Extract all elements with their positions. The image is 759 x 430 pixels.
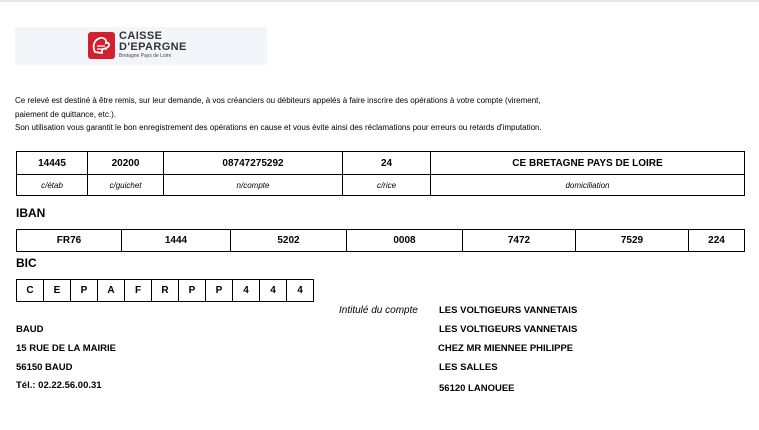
- bic-char: P: [206, 280, 233, 302]
- domiciliation-label: domiciliation: [431, 175, 745, 196]
- rib-key: 24: [343, 152, 431, 175]
- intro-line-2: paiement de quittance, etc.).: [15, 110, 116, 119]
- iban-part: 7472: [463, 230, 576, 252]
- rib-values-row: [17, 152, 745, 175]
- rib-key-label: c/rice: [343, 175, 431, 196]
- bic-char: P: [179, 280, 206, 302]
- iban-part: 0008: [347, 230, 463, 252]
- bank-code: 14445: [17, 152, 88, 175]
- intro-line-1: Ce relevé est destiné à être remis, sur leur demande, à vos créanciers ou débiteurs appelés à faire inscrire des opérations à votre compte (virement,: [15, 96, 541, 105]
- bic-char: F: [125, 280, 152, 302]
- account-number-label: n/compte: [164, 175, 343, 196]
- bic-char: R: [152, 280, 179, 302]
- holder-line-2: CHEZ MR MIENNEE PHILIPPE: [438, 343, 574, 354]
- holder-line-3: LES SALLES: [439, 362, 498, 373]
- account-number: 08747275292: [164, 152, 343, 175]
- logo-name-line1: CAISSE: [119, 30, 163, 42]
- branch-phone: Tél.: 02.22.56.00.31: [16, 380, 102, 391]
- branch-city: 56150 BAUD: [16, 362, 73, 373]
- iban-table: [16, 229, 745, 252]
- account-title: LES VOLTIGEURS VANNETAIS: [439, 305, 578, 316]
- iban-row: [17, 230, 745, 252]
- bic-char: P: [71, 280, 98, 302]
- intro-line-3: Son utilisation vous garantit le bon enregistrement des opérations en cause et vous évite ainsi des réclamations pour erreurs ou retards d'imputation.: [15, 123, 542, 132]
- top-divider: [0, 0, 759, 2]
- branch-code: 20200: [88, 152, 164, 175]
- intitule-label: Intitulé du compte: [339, 305, 418, 316]
- logo-subtitle: Bretagne Pays de Loire: [119, 53, 172, 59]
- squirrel-logo-icon: [88, 32, 115, 59]
- logo-name-line2: D'EPARGNE: [119, 41, 187, 53]
- branch-code-label: c/guichet: [88, 175, 164, 196]
- bic-char: 4: [287, 280, 314, 302]
- bic-title: BIC: [16, 256, 37, 270]
- rib-labels-row: [17, 175, 745, 196]
- bic-table: [16, 279, 314, 302]
- rib-table: [16, 151, 745, 196]
- bic-char: 4: [233, 280, 260, 302]
- branch-street: 15 RUE DE LA MAIRIE: [16, 343, 116, 354]
- iban-part: FR76: [17, 230, 122, 252]
- iban-part: 1444: [122, 230, 231, 252]
- iban-title: IBAN: [16, 206, 46, 220]
- bic-char: A: [98, 280, 125, 302]
- branch-name: BAUD: [16, 324, 44, 335]
- bic-char: 4: [260, 280, 287, 302]
- bank-code-label: c/étab: [17, 175, 88, 196]
- holder-line-4: 56120 LANOUEE: [439, 383, 515, 394]
- holder-line-1: LES VOLTIGEURS VANNETAIS: [439, 324, 578, 335]
- domiciliation: CE BRETAGNE PAYS DE LOIRE: [431, 152, 745, 175]
- bic-row: [17, 280, 314, 302]
- bic-char: C: [17, 280, 44, 302]
- iban-part: 224: [689, 230, 745, 252]
- iban-part: 7529: [576, 230, 689, 252]
- bic-char: E: [44, 280, 71, 302]
- iban-part: 5202: [231, 230, 347, 252]
